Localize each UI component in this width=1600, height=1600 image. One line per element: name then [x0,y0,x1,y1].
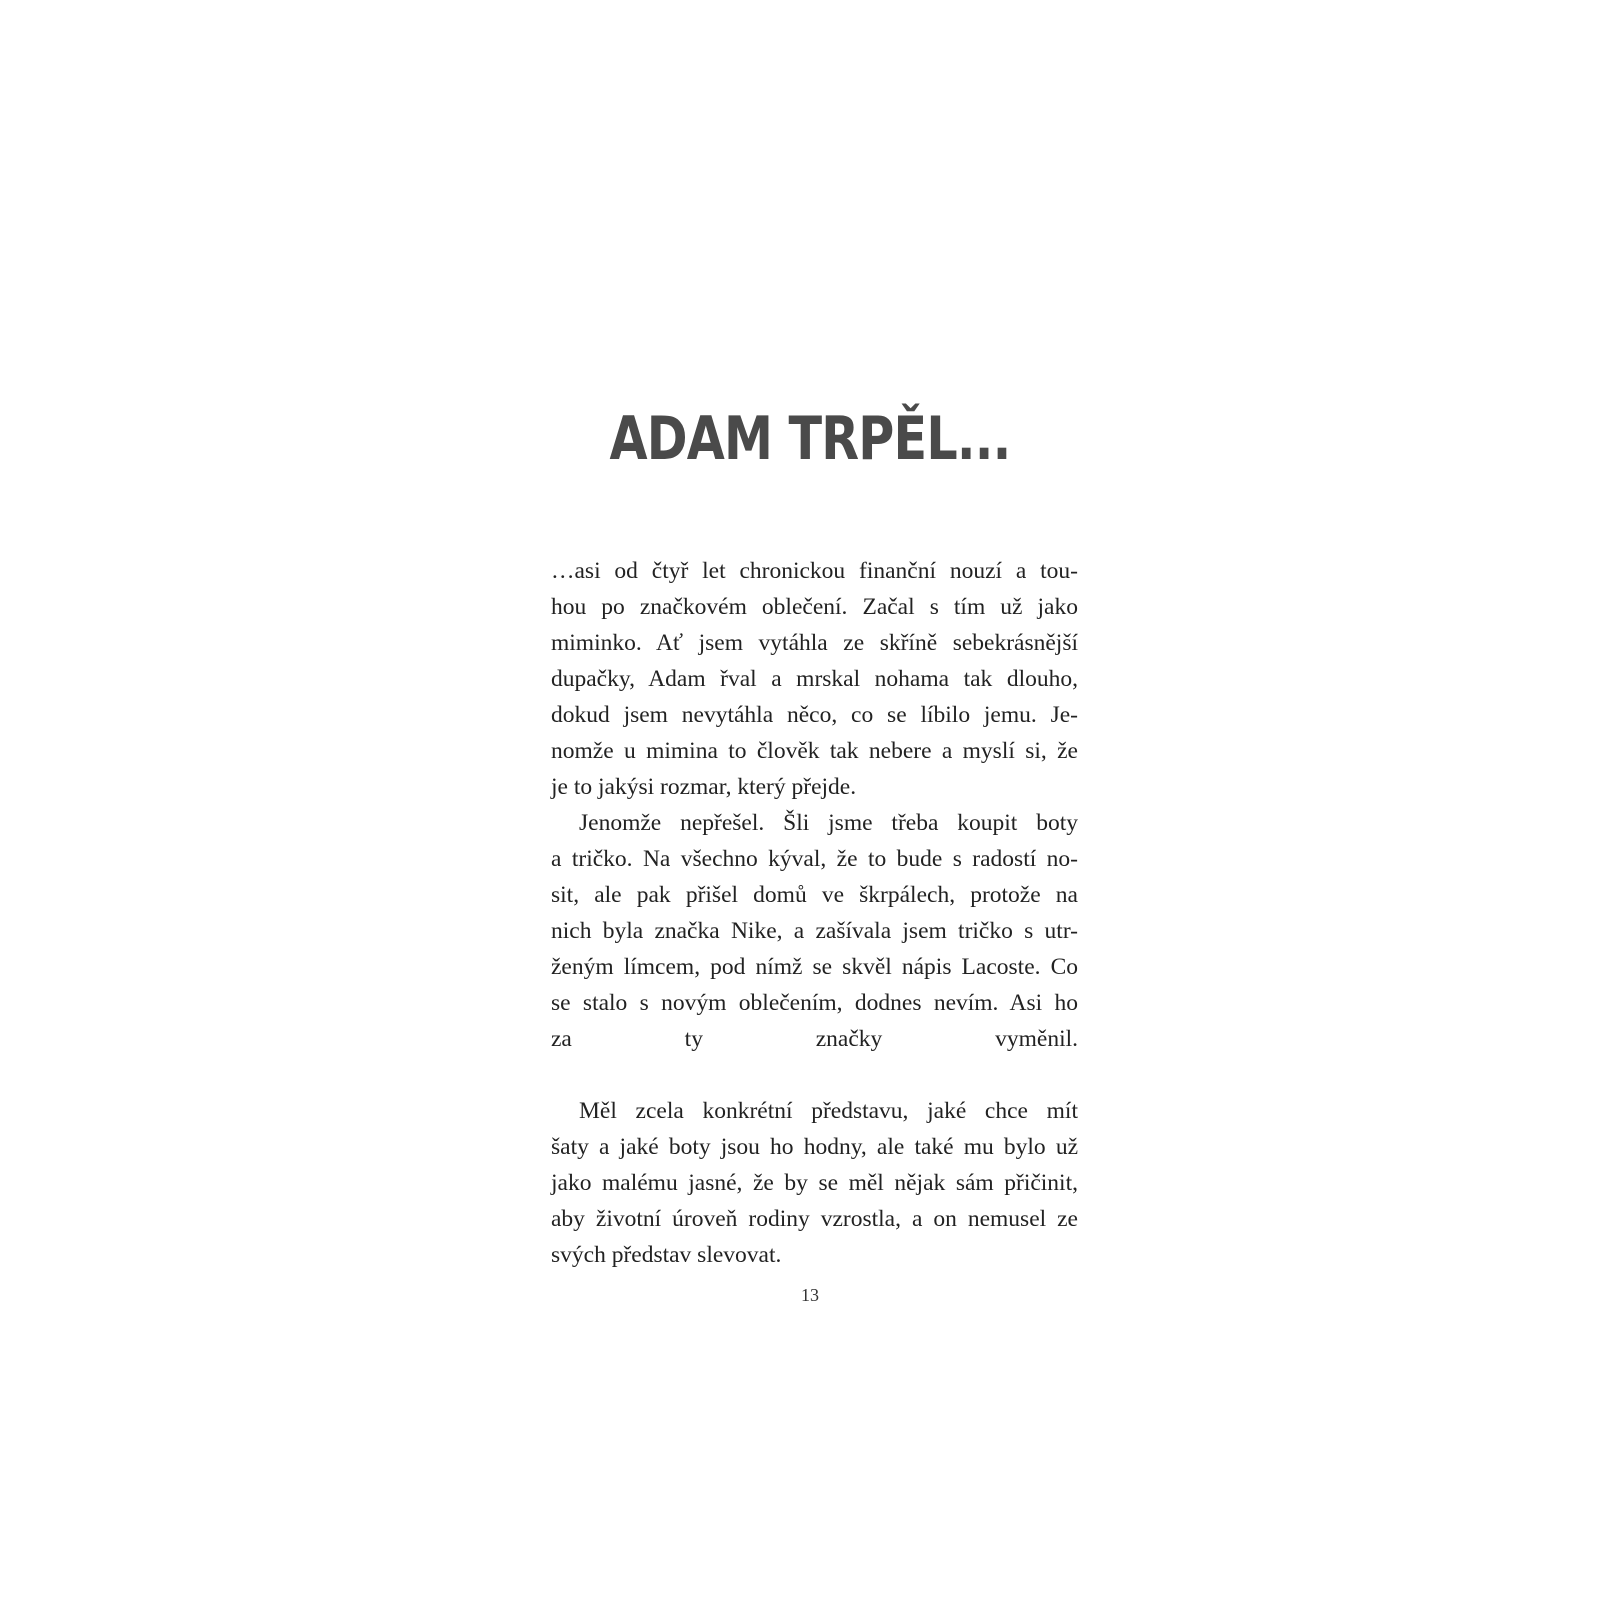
text-line: …asi od čtyř let chronickou finanční nouzí a tou- [551,558,1078,584]
text-line: Měl zcela konkrétní představu, jaké chce mít [579,1098,1078,1124]
text-line [551,1057,1078,1093]
page-number: 13 [801,1285,819,1305]
text-line: sit, ale pak přišel domů ve škrpálech, protože na [551,882,1078,908]
text-line: hou po značkovém oblečení. Začal s tím už jako [551,594,1078,620]
text-line: jako malému jasné, že by se měl nějak sám přičinit, [551,1170,1078,1196]
paragraph-3 [551,1093,1078,1273]
text-line: svých představ slevovat. [551,1242,782,1268]
text-line: dupačky, Adam řval a mrskal nohama tak dlouho, [551,666,1078,692]
text-line: miminko. Ať jsem vytáhla ze skříně sebekrásnější [551,630,1078,656]
text-line: za ty značky vyměnil. [551,1026,1078,1052]
text-line: se stalo s novým oblečením, dodnes nevím. Asi ho [551,990,1078,1016]
body-text [551,553,1078,1273]
text-line: šaty a jaké boty jsou ho hodny, ale také mu bylo už [551,1134,1078,1160]
paragraph-2 [551,805,1078,1093]
text-line: Jenomže nepřešel. Šli jsme třeba koupit boty [579,810,1078,836]
paragraph-1 [551,553,1078,805]
text-line: dokud jsem nevytáhla něco, co se líbilo jemu. Je- [551,702,1078,728]
text-line: ženým límcem, pod nímž se skvěl nápis Lacoste. Co [551,954,1078,980]
text-line: aby životní úroveň rodiny vzrostla, a on nemusel ze [551,1206,1078,1232]
chapter-title: ADAM TRPĚL... [609,404,1011,474]
text-line: nich byla značka Nike, a zašívala jsem tričko s utr- [551,918,1078,944]
text-line: a tričko. Na všechno kýval, že to bude s radostí no- [551,846,1078,872]
text-line: nomže u mimina to člověk tak nebere a myslí si, že [551,738,1078,764]
text-line: je to jakýsi rozmar, který přejde. [551,774,857,800]
